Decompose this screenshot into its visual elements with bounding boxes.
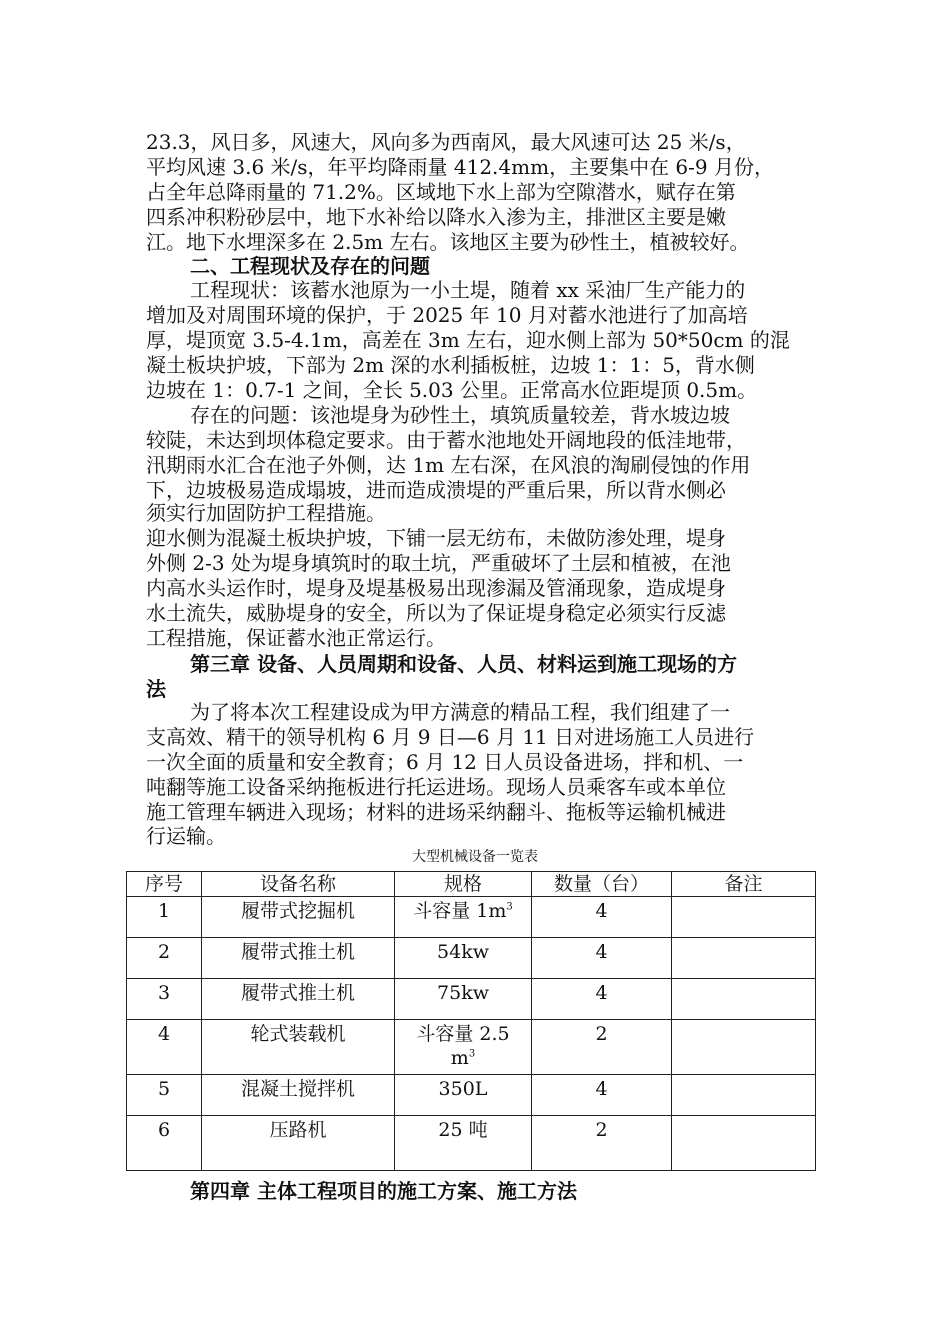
equipment-table bbox=[126, 871, 816, 1171]
cell-name: 轮式装载机 bbox=[202, 1020, 395, 1075]
paragraph-line: 吨翻等施工设备采纳拖板进行托运进场。现场人员乘客车或本单位 bbox=[146, 775, 726, 799]
table-caption: 大型机械设备一览表 bbox=[412, 849, 538, 865]
cell-no: 1 bbox=[127, 897, 202, 938]
cell-note bbox=[672, 1075, 816, 1116]
cell-qty: 2 bbox=[532, 1116, 672, 1171]
paragraph-line: 施工管理车辆进入现场；材料的进场采纳翻斗、拖板等运输机械进 bbox=[146, 800, 726, 824]
paragraph-line: 工程措施，保证蓄水池正常运行。 bbox=[146, 626, 446, 650]
column-header: 设备名称 bbox=[202, 872, 395, 897]
table-header-row bbox=[127, 872, 816, 897]
cell-spec: 25 吨 bbox=[395, 1116, 532, 1171]
paragraph-line: 须实行加固防护工程措施。 bbox=[146, 501, 386, 525]
paragraph-line: 水土流失，威胁堤身的安全，所以为了保证堤身稳定必须实行反滤 bbox=[146, 601, 726, 625]
cell-name: 压路机 bbox=[202, 1116, 395, 1171]
paragraph-line: 行运输。 bbox=[146, 824, 226, 848]
paragraph-line: 迎水侧为混凝土板块护坡，下铺一层无纺布，未做防渗处理，堤身 bbox=[146, 526, 726, 550]
section-heading: 二、工程现状及存在的问题 bbox=[190, 254, 430, 278]
cell-note bbox=[672, 1020, 816, 1075]
cell-spec bbox=[395, 1020, 532, 1075]
paragraph-line: 凝土板块护坡，下部为 2m 深的水利插板桩，边坡 1：1：5，背水侧 bbox=[146, 353, 755, 377]
spec-superscript: 3 bbox=[506, 901, 513, 913]
chapter-heading: 法 bbox=[146, 677, 166, 701]
column-header: 规格 bbox=[395, 872, 532, 897]
cell-no: 2 bbox=[127, 938, 202, 979]
cell-no: 6 bbox=[127, 1116, 202, 1171]
paragraph-line: 平均风速 3.6 米/s，年平均降雨量 412.4mm，主要集中在 6-9 月份， bbox=[146, 155, 774, 179]
cell-qty: 4 bbox=[532, 897, 672, 938]
spec-text: 斗容量 1m bbox=[413, 900, 507, 922]
cell-spec: 54kw bbox=[395, 938, 532, 979]
paragraph-line: 下，边坡极易造成塌坡，进而造成溃堤的严重后果，所以背水侧必 bbox=[146, 478, 726, 502]
paragraph-line: 外侧 2-3 处为堤身填筑时的取土坑，严重破坏了土层和植被，在池 bbox=[146, 551, 731, 575]
table-row bbox=[127, 938, 816, 979]
table-row bbox=[127, 1020, 816, 1075]
table-row bbox=[127, 1116, 816, 1171]
cell-name: 混凝土搅拌机 bbox=[202, 1075, 395, 1116]
chapter-heading: 第四章 主体工程项目的施工方案、施工方法 bbox=[190, 1179, 577, 1203]
spec-unit: m bbox=[450, 1047, 469, 1069]
cell-note bbox=[672, 979, 816, 1020]
paragraph-line: 占全年总降雨量的 71.2%。区域地下水上部为空隙潜水，赋存在第 bbox=[146, 180, 736, 204]
paragraph-line: 为了将本次工程建设成为甲方满意的精品工程，我们组建了一 bbox=[190, 700, 730, 724]
cell-no: 5 bbox=[127, 1075, 202, 1116]
spec-text: 斗容量 2.5 bbox=[416, 1023, 510, 1045]
paragraph-line: 23.3，风日多，风速大，风向多为西南风，最大风速可达 25 米/s， bbox=[146, 130, 746, 154]
paragraph-line: 四系冲积粉砂层中，地下水补给以降水入渗为主，排泄区主要是嫩 bbox=[146, 205, 726, 229]
paragraph-line: 内高水头运作时，堤身及堤基极易出现渗漏及管涌现象，造成堤身 bbox=[146, 576, 726, 600]
cell-note bbox=[672, 1116, 816, 1171]
cell-note bbox=[672, 897, 816, 938]
paragraph-line: 边坡在 1：0.7-1 之间，全长 5.03 公里。正常高水位距堤顶 0.5m。 bbox=[146, 378, 758, 402]
column-header: 序号 bbox=[127, 872, 202, 897]
paragraph-line: 汛期雨水汇合在池子外侧，达 1m 左右深，在风浪的淘刷侵蚀的作用 bbox=[146, 453, 751, 477]
cell-qty: 4 bbox=[532, 979, 672, 1020]
cell-no: 3 bbox=[127, 979, 202, 1020]
paragraph-line: 厚，堤顶宽 3.5-4.1m，高差在 3m 左右，迎水侧上部为 50*50cm 的混 bbox=[146, 328, 790, 352]
cell-spec bbox=[395, 897, 532, 938]
paragraph-line: 江。地下水埋深多在 2.5m 左右。该地区主要为砂性土，植被较好。 bbox=[146, 230, 750, 254]
cell-name: 履带式推土机 bbox=[202, 979, 395, 1020]
table-row bbox=[127, 897, 816, 938]
cell-name: 履带式推土机 bbox=[202, 938, 395, 979]
cell-note bbox=[672, 938, 816, 979]
cell-name: 履带式挖掘机 bbox=[202, 897, 395, 938]
column-header: 备注 bbox=[672, 872, 816, 897]
paragraph-line: 一次全面的质量和安全教育；6 月 12 日人员设备进场，拌和机、一 bbox=[146, 750, 744, 774]
paragraph-line: 增加及对周围环境的保护，于 2025 年 10 月对蓄水池进行了加高培 bbox=[146, 303, 748, 327]
cell-spec: 75kw bbox=[395, 979, 532, 1020]
paragraph-line: 支高效、精干的领导机构 6 月 9 日—6 月 11 日对进场施工人员进行 bbox=[146, 725, 755, 749]
paragraph-line: 工程现状：该蓄水池原为一小土堤，随着 xx 采油厂生产能力的 bbox=[190, 278, 746, 302]
chapter-heading: 第三章 设备、人员周期和设备、人员、材料运到施工现场的方 bbox=[190, 652, 737, 676]
paragraph-line: 较陡，未达到坝体稳定要求。由于蓄水池地处开阔地段的低洼地带， bbox=[146, 428, 746, 452]
table-row bbox=[127, 1075, 816, 1116]
cell-qty: 4 bbox=[532, 1075, 672, 1116]
column-header: 数量（台） bbox=[532, 872, 672, 897]
cell-spec: 350L bbox=[395, 1075, 532, 1116]
table-row bbox=[127, 979, 816, 1020]
paragraph-line: 存在的问题：该池堤身为砂性土，填筑质量较差，背水坡边坡 bbox=[190, 403, 730, 427]
cell-no: 4 bbox=[127, 1020, 202, 1075]
cell-qty: 2 bbox=[532, 1020, 672, 1075]
spec-superscript: 3 bbox=[468, 1048, 476, 1060]
cell-qty: 4 bbox=[532, 938, 672, 979]
